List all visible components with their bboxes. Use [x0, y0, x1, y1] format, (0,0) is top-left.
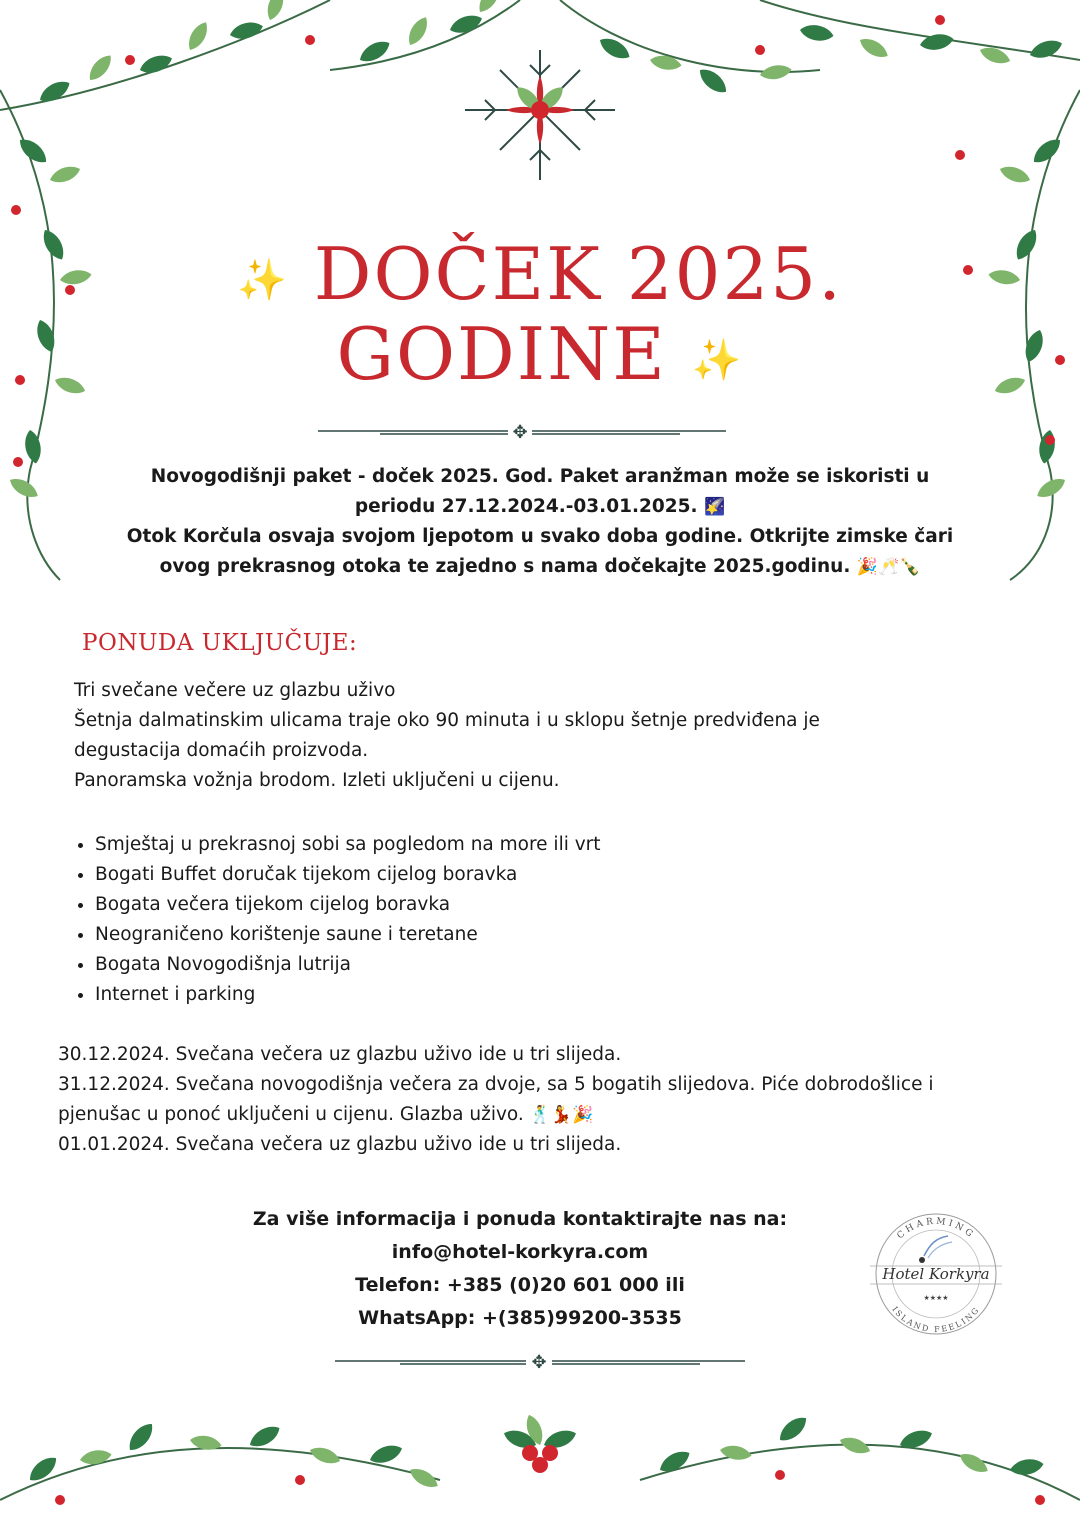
intro-line-4-text: ovog prekrasnog otoka te zajedno s nama dočekajte 2025.godinu.	[159, 556, 851, 577]
contact-intro: Za više informacija i ponuda kontaktirajte nas na:	[252, 1208, 788, 1230]
schedule-line-3	[58, 1100, 1028, 1130]
intro-line-2	[110, 492, 970, 522]
offer-list	[74, 830, 601, 1010]
schedule-line-3-text: pjenušac u ponoć uključeni u cijenu. Glazba uživo.	[58, 1104, 524, 1125]
offer-para-3: degustacija domaćih proizvoda.	[74, 740, 369, 761]
sparkle-icon: ✨	[691, 337, 744, 384]
offer-para-4: Panoramska vožnja brodom. Izleti uključeni u cijenu.	[74, 770, 560, 791]
page-title-line1	[0, 232, 1080, 316]
intro-line-4	[110, 552, 970, 582]
list-item: • Bogata večera tijekom cijelog boravka	[95, 890, 601, 920]
logo-name: Hotel Korkyra	[882, 1265, 990, 1283]
intro-line-1: Novogodišnji paket - doček 2025. God. Paket aranžman može se iskoristi u	[150, 466, 930, 487]
title-text-2: GODINE	[336, 312, 667, 396]
contact-whatsapp[interactable]: WhatsApp: +(385)99200-3535	[358, 1307, 682, 1329]
sparkle-icon: ✨	[237, 257, 289, 304]
svg-text:✥: ✥	[531, 1352, 547, 1373]
svg-text:CHARMING	[895, 1217, 976, 1242]
title-text-1: DOČEK 2025.	[313, 232, 843, 316]
logo-top-arc: CHARMING	[895, 1216, 977, 1242]
offer-para-1: Tri svečane večere uz glazbu uživo	[74, 680, 396, 701]
dance-icons: 🕺💃🎉	[529, 1105, 594, 1125]
schedule-line-2: 31.12.2024. Svečana novogodišnja večera za dvoje, sa 5 bogatih slijedova. Piće dobrodošlice i	[58, 1074, 934, 1095]
schedule-line-1: 30.12.2024. Svečana večera uz glazbu uživo ide u tri slijeda.	[58, 1044, 622, 1065]
celebration-icons: 🎉🥂🍾	[856, 557, 921, 577]
contact-email[interactable]: info@hotel-korkyra.com	[391, 1241, 649, 1263]
intro-text	[110, 462, 970, 582]
list-item: • Bogati Buffet doručak tijekom cijelog boravka	[95, 860, 601, 890]
contact-info	[200, 1203, 840, 1335]
hotel-logo	[864, 1208, 1008, 1340]
svg-text:✥: ✥	[512, 422, 528, 443]
schedule-line-4: 01.01.2024. Svečana večera uz glazbu uživo ide u tri slijeda.	[58, 1134, 622, 1155]
intro-line-3: Otok Korčula osvaja svojom ljepotom u svako doba godine. Otkrijte zimske čari	[126, 526, 954, 547]
list-item: • Neograničeno korištenje saune i teretane	[95, 920, 601, 950]
schedule	[58, 1040, 1028, 1160]
list-item: • Smještaj u prekrasnoj sobi sa pogledom na more ili vrt	[95, 830, 601, 860]
list-item: • Internet i parking	[95, 980, 601, 1010]
page-title-line2	[0, 312, 1080, 396]
logo-bottom-arc: ISLAND FEELING	[890, 1304, 982, 1335]
offer-para-2: Šetnja dalmatinskim ulicama traje oko 90 minuta i u sklopu šetnje predviđena je	[74, 710, 820, 731]
svg-text:ISLAND FEELING	[890, 1305, 981, 1334]
contact-phone[interactable]: Telefon: +385 (0)20 601 000 ili	[355, 1274, 685, 1296]
list-item: • Bogata Novogodišnja lutrija	[95, 950, 601, 980]
offer-heading: PONUDA UKLJUČUJE:	[82, 630, 358, 656]
shooting-star-icon: 🌠	[703, 497, 726, 517]
logo-stars: ★★★★	[923, 1294, 949, 1302]
offer-description	[74, 676, 954, 796]
intro-line-2-text: periodu 27.12.2024.-03.01.2025.	[354, 496, 698, 517]
